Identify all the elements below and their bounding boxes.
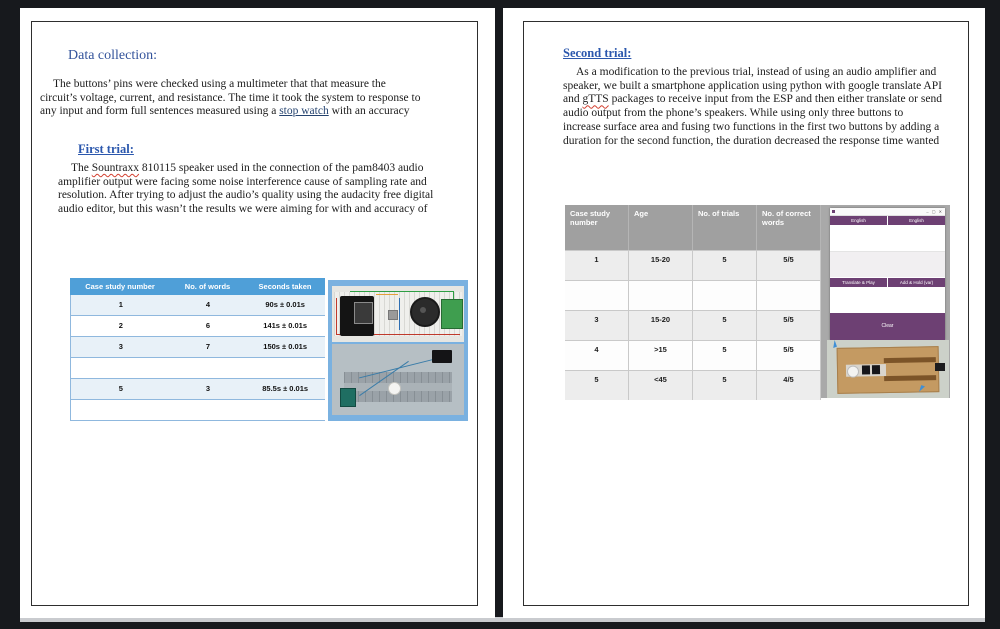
second-trial-figure (565, 205, 950, 398)
table-row: 1 15-20 5 5/5 (565, 250, 821, 280)
green-wire (350, 291, 454, 292)
add-hold-button: Add & Hold (var) (888, 278, 945, 287)
board-slot (884, 357, 936, 363)
table-row (71, 399, 325, 420)
white-push-button (388, 382, 401, 395)
amplifier-pcb (441, 299, 463, 329)
stopwatch-link[interactable]: stop watch (279, 105, 329, 118)
para-line: The Sountraxx 810115 speaker used in the connection of the pam8403 audio (71, 162, 424, 174)
log-text-area (830, 288, 945, 313)
language-selector-row (830, 216, 945, 225)
misspelled-word: gTTS (582, 93, 609, 106)
translate-play-button: Translate & Play (830, 278, 887, 287)
table-row: 5 <45 5 4/5 (565, 370, 821, 400)
usb-connector (935, 363, 945, 371)
prototype-photo (332, 344, 464, 415)
app-icon (832, 210, 835, 213)
translator-app-screenshot (830, 208, 945, 340)
app-titlebar (830, 208, 945, 216)
column-header: Case study number (85, 282, 155, 291)
black-button (872, 365, 880, 374)
paragraph-first-trial (58, 162, 433, 217)
black-button (862, 365, 870, 374)
window-controls-icons: – ▢ ✕ (926, 209, 943, 214)
para-line: speaker, we built a smartphone application using python with google translate API (563, 79, 942, 92)
heading-data-collection: Data collection: (68, 48, 158, 63)
black-module (432, 350, 452, 363)
table-row: 4 >15 5 5/5 (565, 340, 821, 370)
column-header: Seconds taken (258, 282, 312, 291)
clear-button: Clear (830, 313, 945, 340)
table-header-row (70, 278, 325, 295)
column-header: No. of correct words (757, 205, 821, 250)
breadboard-circuit-photo (332, 286, 464, 342)
blue-wire (399, 298, 400, 330)
para-line: The buttons’ pins were checked using a multimeter that that measure the (53, 78, 386, 90)
document-page-1 (20, 8, 495, 618)
esp32-module (340, 296, 374, 336)
table-row: 2 6 141s ± 0.01s (71, 315, 325, 336)
para-line: As a modification to the previous trial, instead of using an audio amplifier and (576, 66, 937, 78)
red-wire (336, 298, 337, 335)
speaker-cone (420, 307, 426, 313)
second-trial-table (565, 205, 821, 400)
table-body (70, 295, 325, 421)
esp32-shield (354, 302, 373, 324)
orange-wire (376, 294, 398, 295)
misspelled-word: Sountraxx (91, 162, 140, 174)
table-row (565, 280, 821, 310)
column-header: No. of trials (693, 205, 757, 250)
column-header: No. of words (184, 282, 231, 291)
table-row: 3 7 150s ± 0.01s (71, 336, 325, 357)
source-language-button: English (830, 216, 887, 225)
input-text-area (830, 226, 945, 252)
action-button-row (830, 278, 945, 287)
wooden-device-photo (827, 340, 949, 398)
para-line: resolution. After trying to adjust the audio’s quality using the audacity free digital (58, 189, 434, 202)
para-line: duration for the second function, the duration decreased the response time wanted (563, 134, 940, 147)
para-line: increase surface area and fusing two functions in the first two buttons by adding a (563, 120, 940, 133)
document-page-2 (503, 8, 985, 618)
output-text-area (830, 252, 945, 277)
para-line: any input and form full sentences measured using a stop watch with an accuracy (40, 105, 410, 118)
para-line: and gTTS packages to receive input from the ESP and then either translate or send (563, 93, 942, 106)
table-row: 1 4 90s ± 0.01s (71, 295, 325, 315)
first-trial-table (70, 278, 325, 421)
target-language-button: English (888, 216, 945, 225)
para-line: amplifier output were facing some noise interference cause of sampling rate and (58, 175, 427, 188)
column-header: Case study number (565, 205, 629, 250)
component-chip (388, 310, 398, 320)
cursor-icon (919, 385, 928, 394)
paragraph-second-trial (563, 66, 942, 148)
teal-module (340, 388, 356, 407)
speaker (410, 297, 440, 327)
heading-first-trial: First trial: (78, 142, 134, 156)
board-slot (884, 375, 936, 381)
table-row: 3 15-20 5 5/5 (565, 310, 821, 340)
circuit-photos-figure (328, 280, 468, 421)
table-row: 5 3 85.5s ± 0.01s (71, 378, 325, 399)
column-header: Age (629, 205, 693, 250)
table-row (71, 357, 325, 378)
para-line: audio output from the phone’s speakers. While using only three buttons to (563, 107, 904, 120)
table-header-row (565, 205, 821, 250)
para-line: circuit’s voltage, current, and resistance. The time it took the system to response to (40, 91, 421, 104)
heading-second-trial: Second trial: (563, 46, 632, 60)
para-line: audio editor, but this wasn’t the results we were aiming for with and accuracy of (58, 203, 428, 216)
paragraph-data-collection (40, 78, 420, 119)
